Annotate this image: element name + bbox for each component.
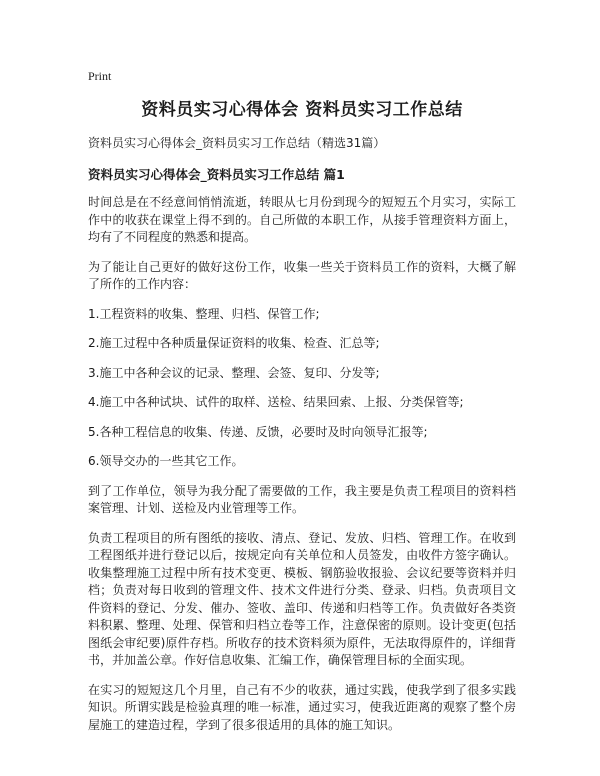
document-page bbox=[88, 68, 516, 746]
list-item-1: 1.工程资料的收集、整理、归档、保管工作; bbox=[88, 306, 320, 321]
list-item-2: 2.施工过程中各种质量保证资料的收集、检查、汇总等; bbox=[88, 336, 380, 350]
list-item-4: 4.施工中各种试块、试件的取样、送检、结果回索、上报、分类保管等; bbox=[88, 395, 464, 409]
document-subtitle: 资料员实习心得体会_资料员实习工作总结（精选31篇） bbox=[88, 136, 386, 150]
page-title: 资料员实习心得体会 资料员实习工作总结 bbox=[141, 100, 463, 120]
list-item-3: 3.施工中各种会议的记录、整理、会签、复印、分发等; bbox=[88, 365, 380, 380]
paragraph-conclusion: 在实习的短短这几个月里，自己有不少的收获，通过实践，使我学到了很多实践知识。所谓实践是检验真理的唯一标准，通过实习，使我近距离的观察了整个房屋施工的建造过程，学到了很多很适用的具体的施工知识。 bbox=[88, 682, 516, 732]
section-heading: 资料员实习心得体会_资料员实习工作总结 篇1 bbox=[88, 167, 345, 182]
print-link[interactable]: Print bbox=[88, 69, 112, 83]
list-item-5: 5.各种工程信息的收集、传递、反馈，必要时及时向领导汇报等; bbox=[88, 424, 428, 439]
paragraph-purpose: 为了能让自己更好的做好这份工作，收集一些关于资料员工作的资料，大概了解了所作的工作内容： bbox=[88, 259, 516, 291]
paragraph-assignment: 到了工作单位，领导为我分配了需要做的工作，我主要是负责工程项目的资料档案管理、计划、送检及内业管理等工作。 bbox=[88, 483, 516, 515]
list-item-6: 6.领导交办的一些其它工作。 bbox=[88, 454, 244, 468]
paragraph-responsibilities: 负责工程项目的所有图纸的接收、清点、登记、发放、归档、管理工作。在收到工程图纸并进行登记以后，按规定向有关单位和人员签发，由收件方签字确认。收集整理施工过程中所有技术变更、模板、钢筋验收报验、会议纪要等资料并归档；负责对每日收到的管理文件、技术文件进行分类、登录、归档。负责项目文件资料的登记、分发、催办、签收、盖印、传递和归档等工作。负责做好各类资料积累、整理、处理、保管和归档立卷等工作，注意保密的原则。设计变更(包括图纸会审纪要)原件存档。所收存的技术资料须为原件，无法取得原件的，详细背书，并加盖公章。作好信息收集、汇编工作，确保管理目标的全面实现。 bbox=[88, 530, 516, 667]
paragraph-intro: 时间总是在不经意间悄悄流逝，转眼从七月份到现今的短短五个月实习，实际工作中的收获在课堂上得不到的。自己所做的本职工作，从接手管理资料方面上，均有了不同程度的熟悉和提高。 bbox=[88, 195, 516, 244]
